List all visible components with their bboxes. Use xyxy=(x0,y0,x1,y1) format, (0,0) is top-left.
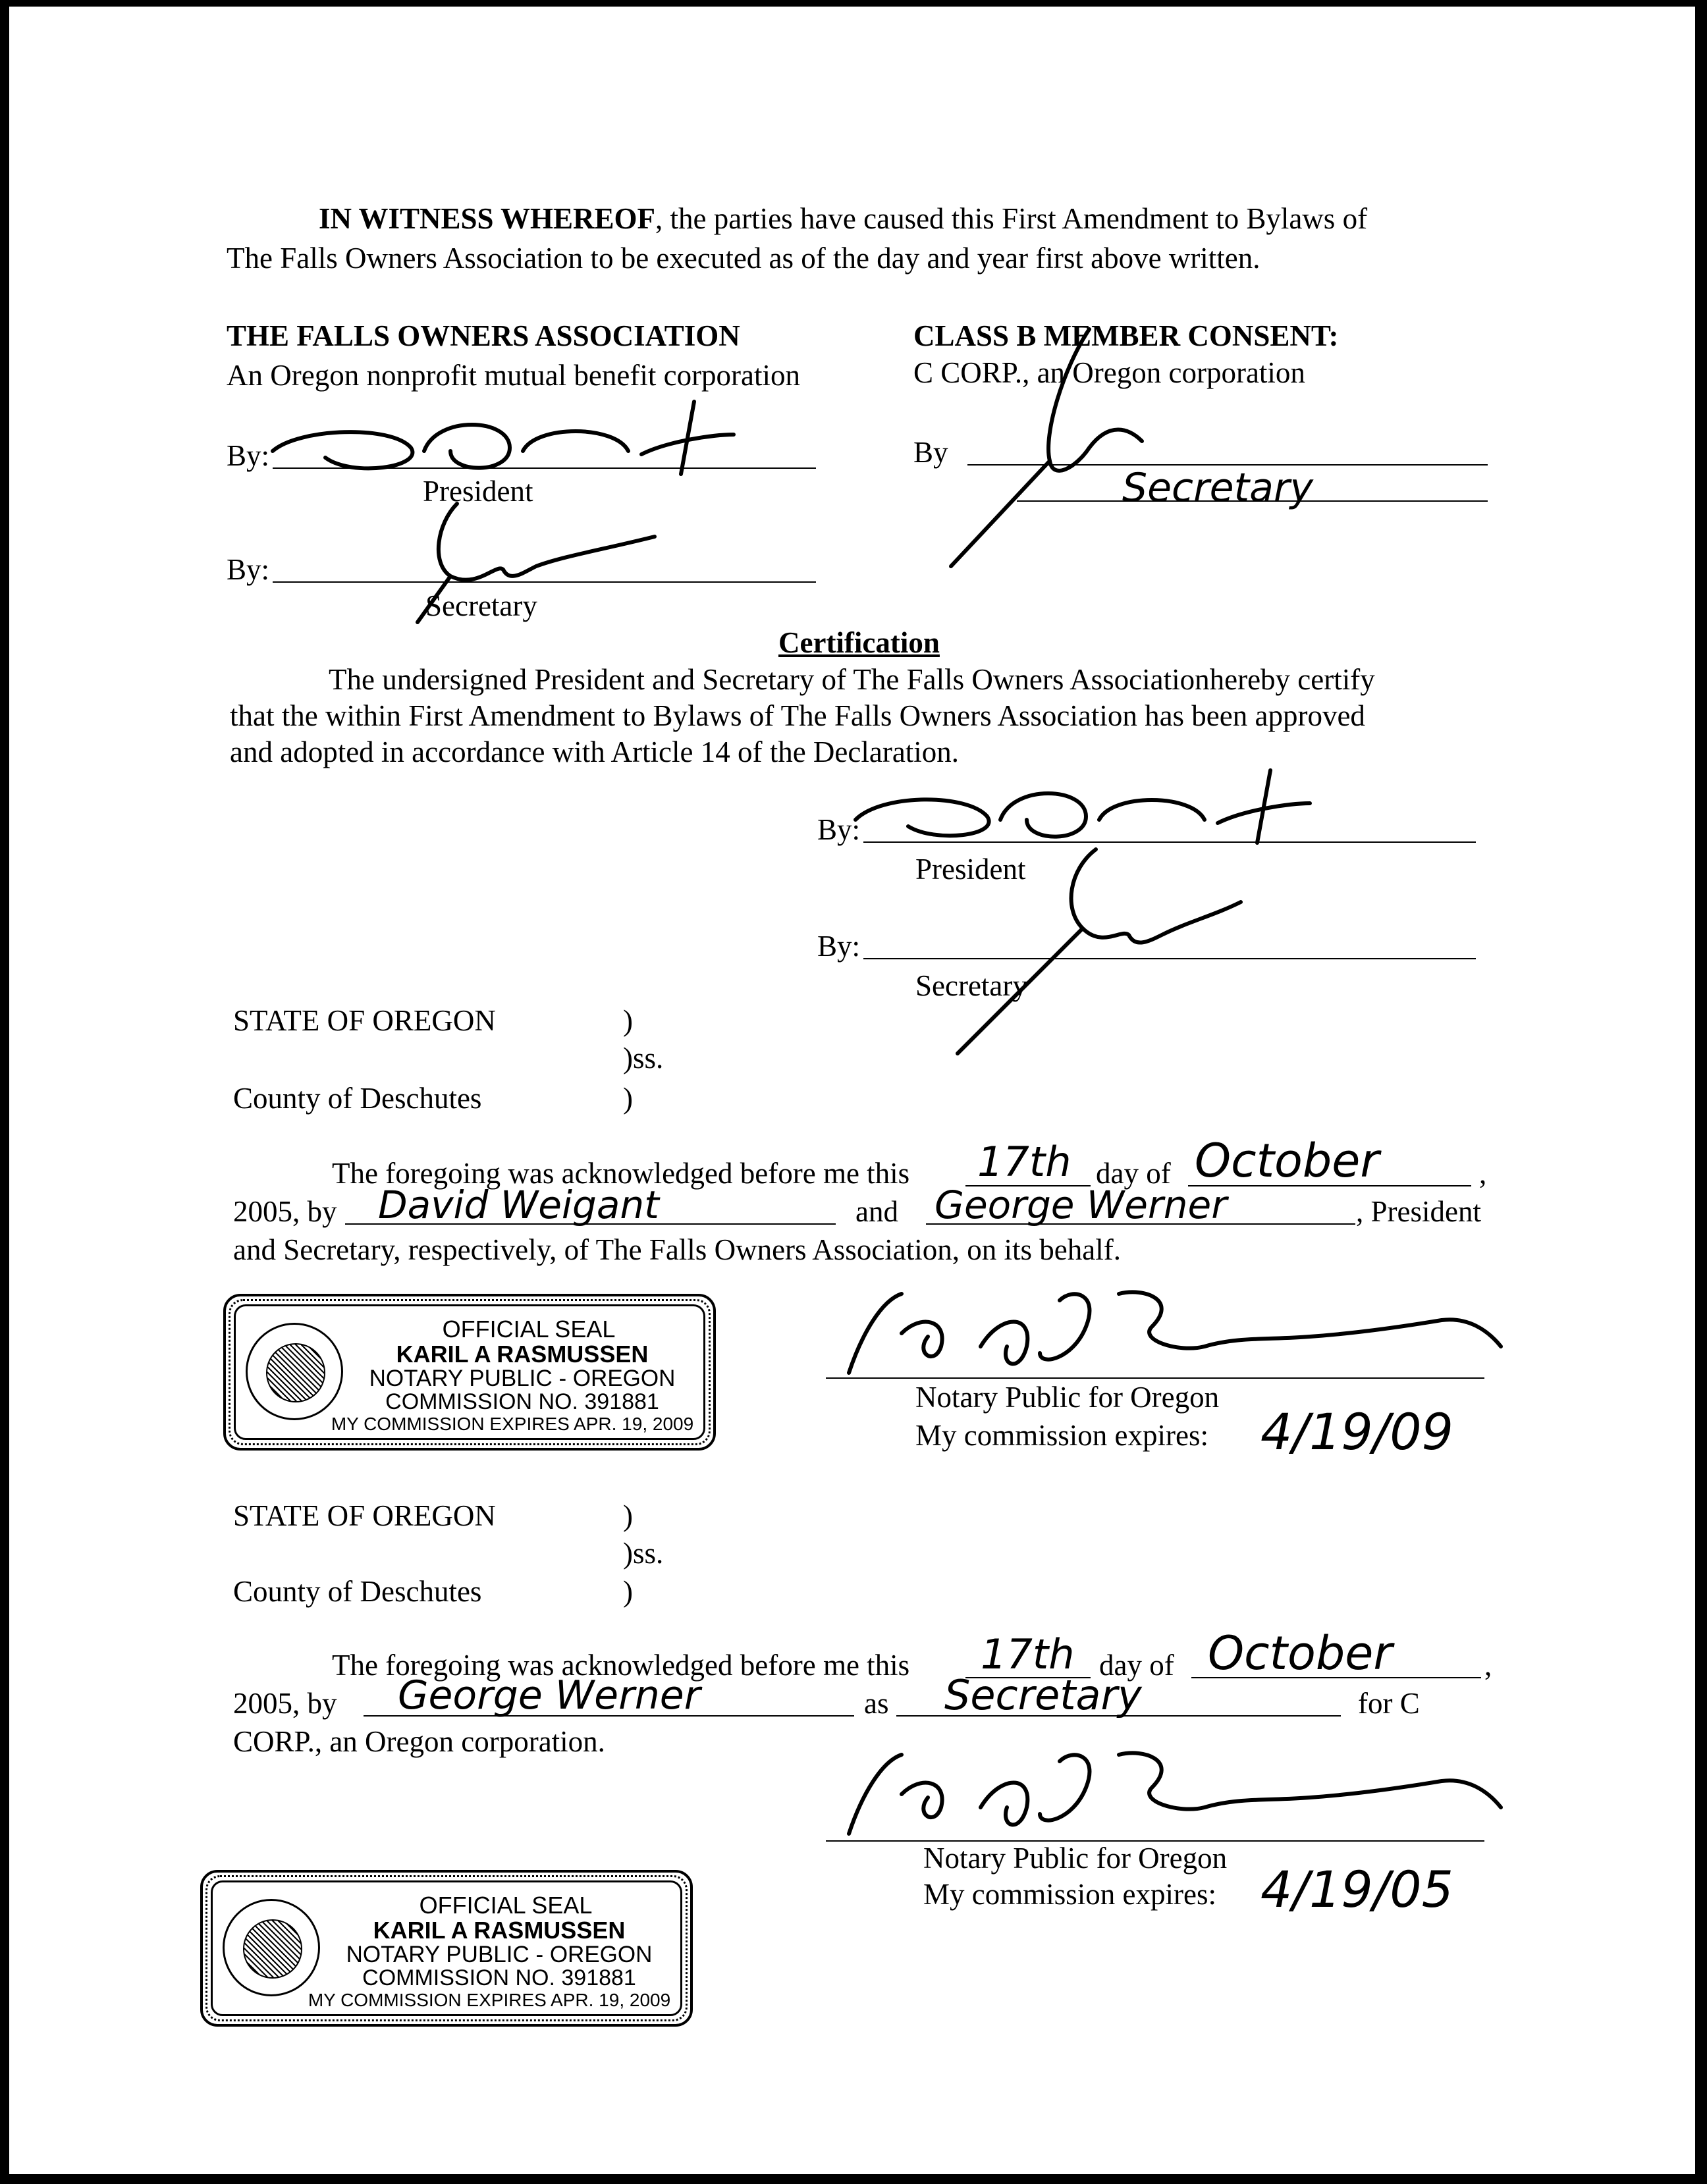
ack2-state: STATE OF OREGON xyxy=(233,1499,496,1532)
ack2-name-handwritten: George Werner xyxy=(398,1672,701,1718)
ack1-notary-label: Notary Public for Oregon xyxy=(915,1381,1220,1414)
seal-line-5: MY COMMISSION EXPIRES APR. 19, 2009 xyxy=(331,1414,694,1434)
ack2-p1-b: day of xyxy=(1099,1649,1174,1682)
ack2-p2-a: 2005, by xyxy=(233,1687,337,1720)
ack2-p1-c: , xyxy=(1484,1649,1492,1682)
ack2-p1-a: The foregoing was acknowledged before me this xyxy=(332,1649,910,1682)
ack2-month-handwritten: October xyxy=(1208,1626,1393,1680)
notary-signature-1 xyxy=(809,1274,1507,1389)
seal-line-4: COMMISSION NO. 391881 xyxy=(362,1965,636,1990)
seal-line-3: NOTARY PUBLIC - OREGON xyxy=(346,1942,653,1967)
document-page xyxy=(9,7,1695,2174)
ack1-name1-handwritten: David Weigant xyxy=(378,1183,659,1227)
ack2-p2-c: for C xyxy=(1358,1687,1420,1720)
ack1-expires-label: My commission expires: xyxy=(915,1419,1208,1452)
seal-line-3: NOTARY PUBLIC - OREGON xyxy=(369,1366,676,1391)
ack2-expires-value-handwritten: 4/19/05 xyxy=(1260,1860,1453,1919)
ack2-notary-label: Notary Public for Oregon xyxy=(923,1842,1228,1875)
witness-line-2: The Falls Owners Association to be executed as of the day and year first above written. xyxy=(227,242,1260,275)
state-seal-emblem xyxy=(246,1323,343,1420)
left-heading: THE FALLS OWNERS ASSOCIATION xyxy=(227,319,740,352)
ack1-p2-a: 2005, by xyxy=(233,1195,337,1228)
ack1-paren-2: ) xyxy=(623,1082,633,1115)
ack1-month-handwritten: October xyxy=(1195,1134,1380,1188)
certification-title: Certification xyxy=(778,626,940,659)
ack1-ss: )ss. xyxy=(623,1042,664,1075)
left-by2-title: Secretary xyxy=(425,589,537,622)
ack1-name2-handwritten: George Werner xyxy=(935,1183,1228,1227)
notary-seal xyxy=(200,1870,693,2027)
seal-line-2: KARIL A RASMUSSEN xyxy=(396,1341,649,1368)
seal-line-1: OFFICIAL SEAL xyxy=(442,1316,616,1343)
left-by1-title: President xyxy=(423,475,533,508)
secretary-signature-2 xyxy=(918,836,1247,1060)
ack2-paren-2: ) xyxy=(623,1575,633,1608)
ack1-p1-b: day of xyxy=(1096,1157,1171,1190)
witness-line-1-rest: , the parties have caused this First Amendment to Bylaws of xyxy=(655,202,1368,235)
ack1-p2-b: and xyxy=(855,1195,898,1228)
right-subheading: C CORP., an Oregon corporation xyxy=(913,356,1305,389)
witness-line-1 xyxy=(319,204,1367,234)
state-seal-emblem xyxy=(223,1899,320,1996)
emblem-core xyxy=(266,1343,325,1402)
ack1-p2-c: , President xyxy=(1356,1195,1481,1228)
ack1-p3: and Secretary, respectively, of The Falls Owners Association, on its behalf. xyxy=(233,1233,1121,1266)
seal-line-1: OFFICIAL SEAL xyxy=(419,1892,593,1919)
ack2-day-handwritten: 17th xyxy=(981,1630,1075,1678)
class-b-secretary-signature xyxy=(938,316,1333,573)
ack2-expires-label: My commission expires: xyxy=(923,1878,1216,1911)
ack2-county: County of Deschutes xyxy=(233,1575,482,1608)
certification-line-1: The undersigned President and Secretary of The Falls Owners Associationhereby certify xyxy=(329,663,1375,696)
ack2-title-handwritten: Secretary xyxy=(944,1671,1142,1719)
left-subheading: An Oregon nonprofit mutual benefit corporation xyxy=(227,359,801,392)
cert-by2-label: By: xyxy=(817,930,861,963)
seal-line-5: MY COMMISSION EXPIRES APR. 19, 2009 xyxy=(308,1990,671,2010)
ack1-p1-a: The foregoing was acknowledged before me this xyxy=(332,1157,910,1190)
ack1-county: County of Deschutes xyxy=(233,1082,482,1115)
cert-by1-title: President xyxy=(915,853,1026,886)
secretary-signature-1 xyxy=(378,497,681,629)
certification-line-3: and adopted in accordance with Article 14 of the Declaration. xyxy=(230,735,960,768)
right-heading: CLASS B MEMBER CONSENT: xyxy=(913,319,1339,352)
ack2-paren-1: ) xyxy=(623,1499,633,1532)
ack1-paren-1: ) xyxy=(623,1004,633,1037)
witness-bold-lead: IN WITNESS WHEREOF xyxy=(319,202,655,235)
ack1-state: STATE OF OREGON xyxy=(233,1004,496,1037)
notary-signature-2 xyxy=(809,1735,1507,1850)
certification-line-2: that the within First Amendment to Bylaws of The Falls Owners Association has been approved xyxy=(230,699,1365,732)
seal-line-4: COMMISSION NO. 391881 xyxy=(385,1389,659,1414)
right-by-title-handwritten: Secretary xyxy=(1122,465,1314,511)
ack1-day-handwritten: 17th xyxy=(977,1138,1071,1186)
left-by1-label: By: xyxy=(227,439,270,472)
notary-seal xyxy=(223,1294,716,1451)
cert-by1-label: By: xyxy=(817,813,861,846)
ack2-p3: CORP., an Oregon corporation. xyxy=(233,1725,605,1758)
left-by2-label: By: xyxy=(227,553,270,586)
cert-by2-title: Secretary xyxy=(915,969,1027,1002)
ack2-ss: )ss. xyxy=(623,1537,664,1570)
right-by-label: By xyxy=(913,436,948,469)
emblem-core xyxy=(243,1919,302,1979)
ack1-expires-value-handwritten: 4/19/09 xyxy=(1260,1402,1453,1461)
president-signature-1 xyxy=(259,388,720,500)
seal-line-2: KARIL A RASMUSSEN xyxy=(373,1917,626,1944)
ack1-p1-c: , xyxy=(1479,1157,1487,1190)
ack2-p2-b: as xyxy=(864,1687,889,1720)
